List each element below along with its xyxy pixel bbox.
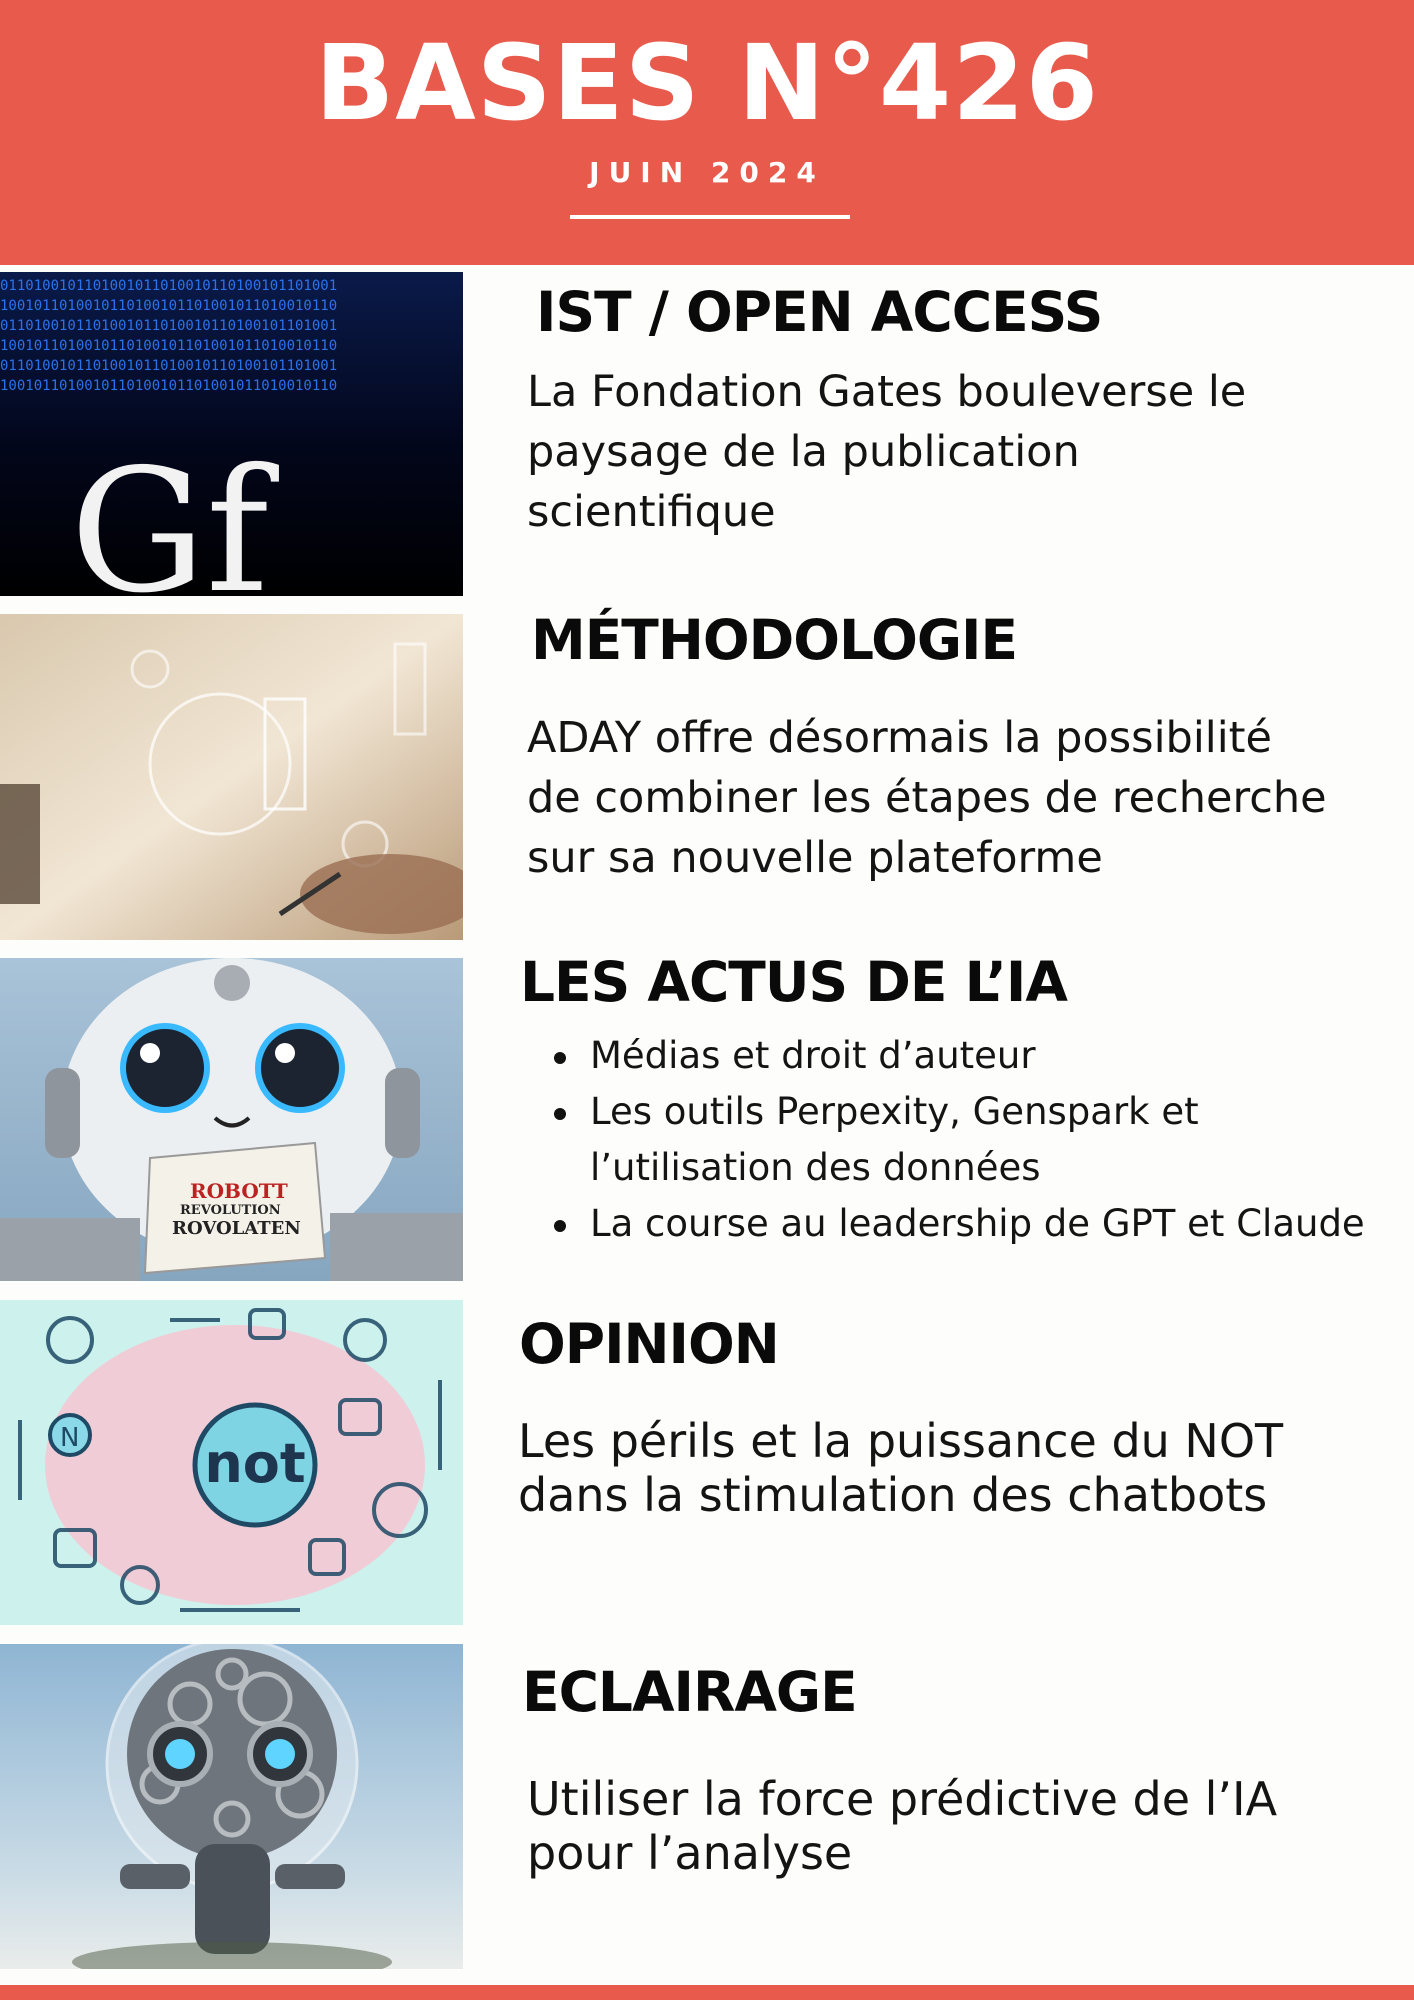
not-word: not	[204, 1432, 306, 1495]
header-banner	[0, 0, 1414, 265]
svg-text:100101101001011010010110100101: 1001011010010110100101101001011010010110	[0, 338, 338, 354]
newspaper-subhead: ROVOLATEN	[172, 1218, 301, 1239]
newspaper-subhead: REVOLUTION	[180, 1203, 281, 1218]
bullet-text: Les outils Perpexity, Genspark et	[590, 1090, 1199, 1133]
badge-letter: N	[60, 1423, 80, 1453]
section-title-methodologie: MÉTHODOLOGIE	[531, 608, 1018, 672]
thumbnail-actus-ia	[0, 958, 463, 1281]
text-line: sur sa nouvelle plateforme	[527, 833, 1103, 883]
text-line: Utiliser la force prédictive de l’IA	[527, 1772, 1278, 1826]
bullet-text: La course au leadership de GPT et Claude	[590, 1202, 1365, 1245]
thumbnail-opinion	[0, 1300, 463, 1625]
section-text-opinion	[518, 1414, 1283, 1522]
svg-text:100101101001011010010110100101: 1001011010010110100101101001011010010110	[0, 378, 338, 394]
text-line: La Fondation Gates bouleverse le	[527, 367, 1247, 417]
section-title-opinion: OPINION	[519, 1312, 779, 1376]
thumbnail-open-access	[0, 272, 463, 596]
bullet-text: Médias et droit d’auteur	[590, 1034, 1036, 1077]
text-line: dans la stimulation des chatbots	[518, 1468, 1268, 1522]
not-doodle-image	[0, 1300, 463, 1625]
research-image	[0, 614, 463, 940]
section-text-eclairage	[527, 1772, 1277, 1880]
newspaper-headline: ROBOTT	[190, 1179, 288, 1203]
header-underline	[570, 215, 850, 219]
binary-code-image	[0, 272, 463, 596]
footer-bar	[0, 1985, 1414, 2000]
text-line: de combiner les étapes de recherche	[527, 773, 1327, 823]
text-line: paysage de la publication	[527, 427, 1080, 477]
bullet-text: l’utilisation des données	[590, 1146, 1041, 1189]
list-item	[550, 1084, 1365, 1196]
text-line: pour l’analyse	[527, 1826, 853, 1880]
issue-date: JUIN 2024	[589, 156, 825, 189]
list-item	[550, 1028, 1365, 1084]
svg-text:011010010110100101101001011010: 0110100101101001011010010110100101101001	[0, 278, 338, 294]
section-text-open-access	[527, 362, 1246, 542]
svg-text:011010010110100101101001011010: 0110100101101001011010010110100101101001	[0, 358, 338, 374]
svg-text:100101101001011010010110100101: 1001011010010110100101101001011010010110	[0, 298, 338, 314]
thumbnail-eclairage	[0, 1644, 463, 1969]
gear-robot-image	[0, 1644, 463, 1969]
issue-title: BASES N°426	[315, 22, 1099, 144]
section-text-methodologie	[527, 708, 1327, 888]
list-item	[550, 1196, 1365, 1252]
text-line: scientifique	[527, 487, 776, 537]
section-title-open-access: IST / OPEN ACCESS	[536, 280, 1103, 344]
text-line: ADAY offre désormais la possibilité	[527, 713, 1272, 763]
gf-logo-text: Gf	[70, 433, 269, 596]
section-title-eclairage: ECLAIRAGE	[522, 1660, 857, 1724]
thumbnail-methodologie	[0, 614, 463, 940]
actus-ia-bullet-list	[550, 1028, 1365, 1252]
robot-newspaper-image	[0, 958, 463, 1281]
text-line: Les périls et la puissance du NOT	[518, 1414, 1284, 1468]
section-title-actus-ia: LES ACTUS DE L’IA	[520, 950, 1067, 1014]
svg-text:011010010110100101101001011010: 0110100101101001011010010110100101101001	[0, 318, 338, 334]
